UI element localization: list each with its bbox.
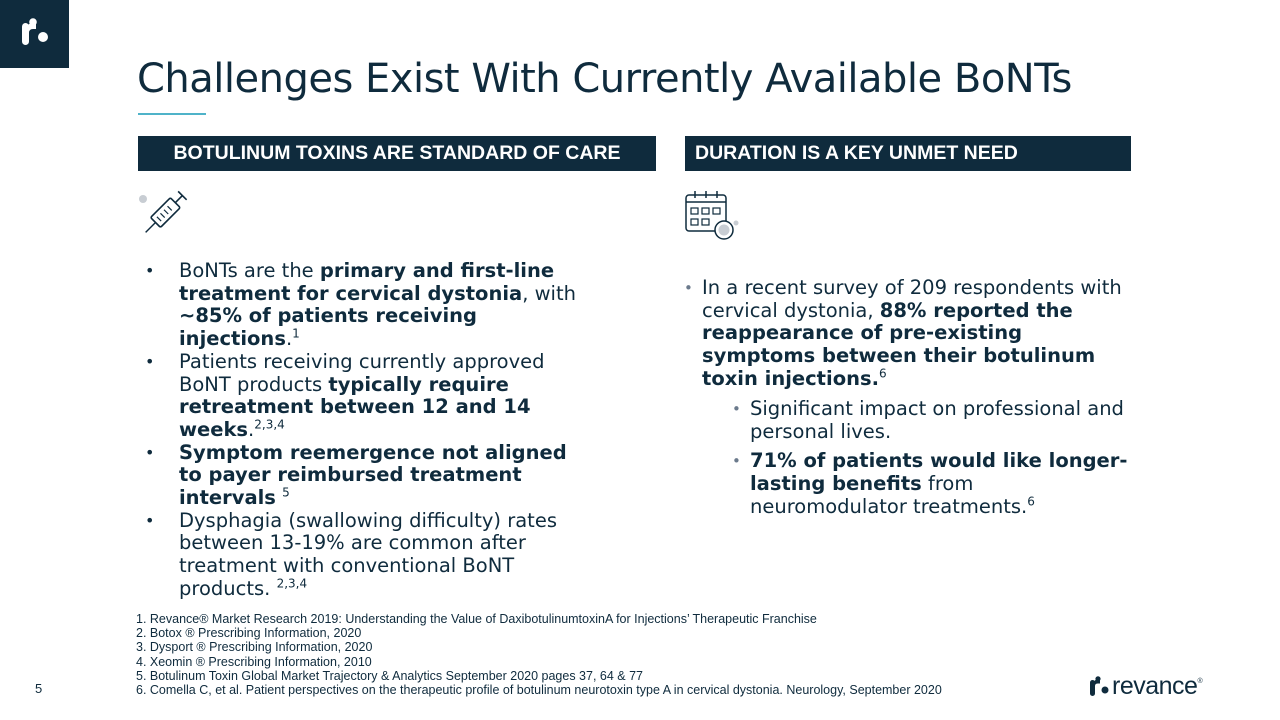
reference-item: 4. Xeomin ® Prescribing Information, 2010 [136,654,372,669]
list-item [732,450,1132,518]
reference-item: 5. Botulinum Toxin Global Market Trajectory & Analytics September 2020 pages 37, 64 & 77 [136,668,643,683]
citation-superscript: 6 [1027,494,1035,509]
bullet-text: Dysphagia (swallowing difficulty) rates between 13-19% are common after treatment with conventional BoNT products. [179,508,557,600]
title-underline [138,113,206,115]
bullet-dot: • [145,510,155,530]
bullet-text: Significant impact on professional and personal lives. [750,397,1124,443]
bullet-text: . [285,327,293,351]
bullet-text: BoNTs are the [179,259,320,282]
citation-superscript: 2,3,4 [254,417,285,432]
list-item [732,398,1132,443]
citation-superscript: 2,3,4 [276,576,308,591]
calendar-check-icon [683,187,741,247]
bullet-text: from neuromodulator treatments. [750,472,1028,518]
citation-superscript: 1 [292,326,300,341]
right-bullet-list [684,277,1134,391]
right-section-header: DURATION IS A KEY UNMET NEED [685,136,1131,171]
brand-name: revance [1112,672,1198,700]
bullet-bold-text: typically require retreatment between 12 and 14 weeks [179,372,531,441]
bullet-dot: • [145,351,155,371]
bullet-dot: • [145,261,155,280]
reference-item: 2. Botox ® Prescribing Information, 2020 [136,626,362,641]
bullet-dot: • [732,400,741,418]
citation-superscript: 5 [282,485,290,500]
list-item [145,442,585,510]
bullet-bold-text: Symptom reemergence not aligned to payer reimbursed treatment intervals [179,440,567,510]
bullet-bold-text: 88% reported the reappearance of pre-existing symptoms between their botulinum toxin injections. [702,298,1096,390]
bullet-bold-text: 71% of patients would like longer-lasting benefits [750,449,1128,496]
brand-logo [1088,672,1203,701]
brand-trademark: ® [1197,678,1203,685]
bullet-bold-text: primary and first-line treatment for cervical dystonia [179,259,555,305]
bullet-dot: • [145,442,155,462]
reference-item: 1. Revance® Market Research 2019: Understanding the Value of DaxibotulinumtoxinA for Injections’ Therapeutic Franchise [136,612,817,626]
left-bullet-list [145,260,585,601]
bullet-bold-text: ~85% of patients receiving injections [179,304,477,351]
bullet-text: , with [522,281,576,305]
references-list [136,612,942,697]
list-item [145,260,585,351]
reference-item: 6. Comella C, et al. Patient perspectives on the therapeutic profile of botulinum neurotoxin type A in cervical dystonia. Neurology, September 2020 [136,683,942,698]
bullet-text: Patients receiving currently approved BoNT products [179,349,545,396]
right-sub-bullet-list [732,398,1132,526]
corner-logo [0,0,69,68]
citation-superscript: 6 [879,366,887,381]
bullet-dot: • [684,279,693,297]
bullet-text: In a recent survey of 209 respondents with cervical dystonia, [702,276,1122,322]
page-number: 5 [35,681,43,696]
page-title: Challenges Exist With Currently Available BoNTs [137,56,1072,102]
syringe-icon [136,186,192,248]
list-item [145,510,585,601]
bullet-text: . [248,417,255,441]
list-item [145,351,585,442]
bullet-dot: • [732,452,741,471]
left-section-header: BOTULINUM TOXINS ARE STANDARD OF CARE [138,136,656,171]
revance-mark-icon [0,0,69,68]
reference-item: 3. Dysport ® Prescribing Information, 2020 [136,640,373,655]
list-item [684,277,1134,391]
revance-mark-icon [1088,675,1112,699]
